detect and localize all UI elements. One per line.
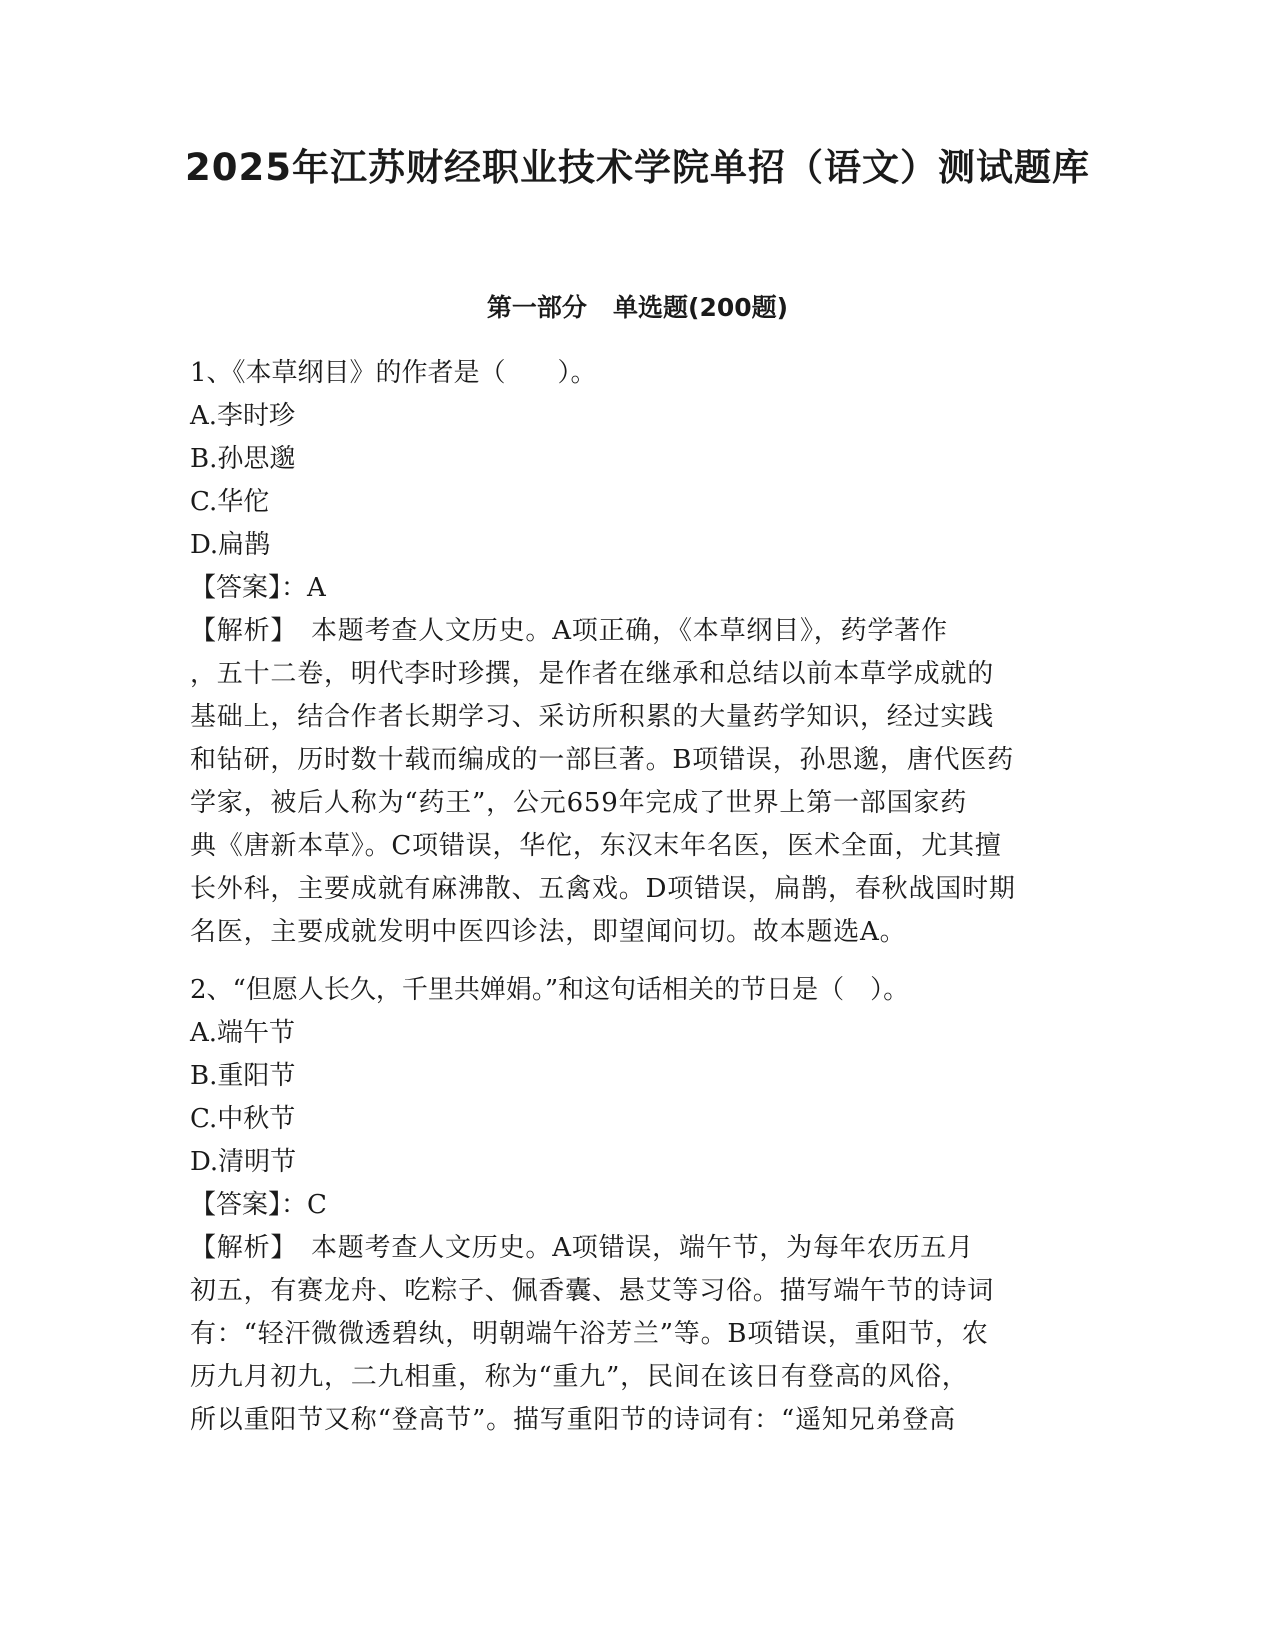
option-c: C.华佗 [190, 487, 270, 517]
explanation-line: 历九月初九，二九相重，称为“重九”，民间在该日有登高的风俗， [190, 1362, 969, 1392]
explanation [190, 1227, 1090, 1442]
explanation-line: 基础上，结合作者长期学习、采访所积累的大量药学知识，经过实践 [190, 702, 995, 732]
explanation-line: 学家，被后人称为“药王”，公元659年完成了世界上第一部国家药 [190, 788, 968, 818]
question-1 [190, 352, 1090, 954]
explanation [190, 610, 1090, 954]
option-d: D.扁鹊 [190, 530, 271, 560]
explanation-line: 所以重阳节又称“登高节”。描写重阳节的诗词有：“遥知兄弟登高 [190, 1405, 956, 1435]
explanation-line: 【解析】 本题考查人文历史。A项错误，端午节，为每年农历五月 [190, 1233, 974, 1263]
question-stem: 2、“但愿人长久，千里共婵娟。”和这句话相关的节日是（ ）。 [190, 975, 910, 1005]
document-title: 2025年江苏财经职业技术学院单招（语文）测试题库 [185, 146, 1090, 189]
explanation-line: 初五，有赛龙舟、吃粽子、佩香囊、悬艾等习俗。描写端午节的诗词 [190, 1276, 995, 1306]
option-b: B.孙思邈 [190, 444, 296, 474]
explanation-line: 长外科，主要成就有麻沸散、五禽戏。D项错误，扁鹊，春秋战国时期 [190, 874, 1016, 904]
option-b: B.重阳节 [190, 1061, 296, 1091]
option-a: A.端午节 [190, 1018, 296, 1048]
answer: 【答案】：C [190, 1190, 327, 1220]
explanation-line: 有：“轻汗微微透碧纨，明朝端午浴芳兰”等。B项错误，重阳节，农 [190, 1319, 989, 1349]
explanation-line: ，五十二卷，明代李时珍撰，是作者在继承和总结以前本草学成就的 [190, 659, 995, 689]
option-c: C.中秋节 [190, 1104, 296, 1134]
explanation-line: 典《唐新本草》。C项错误，华佗，东汉末年名医，医术全面，尤其擅 [190, 831, 1002, 861]
explanation-line: 和钻研，历时数十载而编成的一部巨著。B项错误，孙思邈，唐代医药 [190, 745, 1014, 775]
answer: 【答案】：A [190, 573, 326, 603]
section-title: 第一部分 单选题(200题) [486, 293, 789, 322]
question-list [190, 352, 1090, 1442]
explanation-line: 名医，主要成就发明中医四诊法，即望闻问切。故本题选A。 [190, 917, 907, 947]
question-2 [190, 969, 1090, 1442]
option-d: D.清明节 [190, 1147, 297, 1177]
explanation-line: 【解析】 本题考查人文历史。A项正确，《本草纲目》，药学著作 [190, 616, 948, 646]
option-a: A.李时珍 [190, 401, 296, 431]
question-stem: 1、《本草纲目》的作者是（ ）。 [190, 358, 597, 388]
